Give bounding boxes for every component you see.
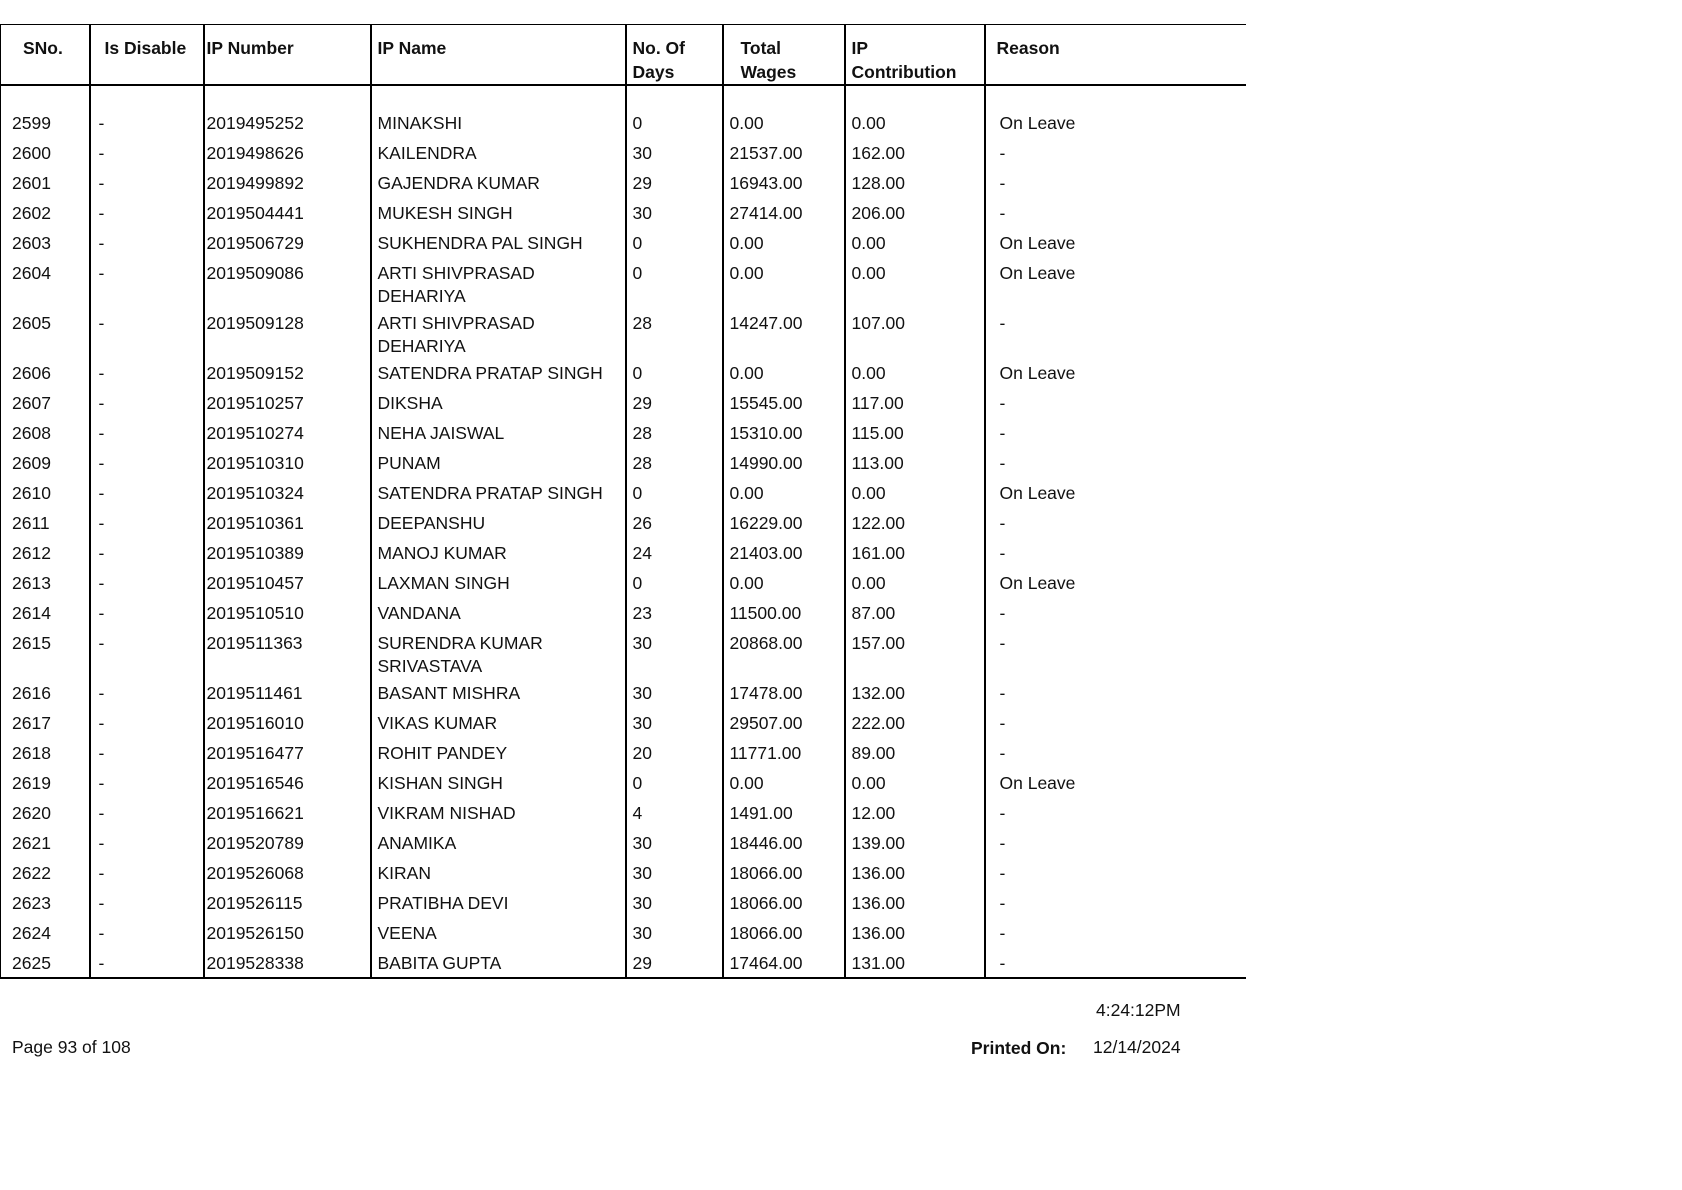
cell-ip-contribution: 12.00: [845, 798, 985, 828]
cell-reason: -: [985, 738, 1246, 768]
cell-sno: 2620: [1, 798, 90, 828]
cell-is-disable: -: [90, 598, 204, 628]
cell-ip-number: 2019498626: [204, 138, 371, 168]
cell-reason: -: [985, 798, 1246, 828]
cell-ip-name: DIKSHA: [371, 388, 626, 418]
cell-ip-name: KIRAN: [371, 858, 626, 888]
cell-ip-number: 2019509086: [204, 258, 371, 308]
cell-ip-name: ROHIT PANDEY: [371, 738, 626, 768]
cell-no-of-days: 0: [626, 358, 723, 388]
cell-reason: On Leave: [985, 228, 1246, 258]
cell-ip-number: 2019510457: [204, 568, 371, 598]
cell-is-disable: -: [90, 568, 204, 598]
cell-ip-contribution: 161.00: [845, 538, 985, 568]
table-row: [1, 308, 1246, 358]
cell-ip-contribution: 87.00: [845, 598, 985, 628]
cell-is-disable: -: [90, 108, 204, 138]
cell-is-disable: -: [90, 678, 204, 708]
cell-is-disable: -: [90, 258, 204, 308]
cell-ip-contribution: 113.00: [845, 448, 985, 478]
cell-ip-number: 2019510274: [204, 418, 371, 448]
cell-ip-name: LAXMAN SINGH: [371, 568, 626, 598]
cell-is-disable: -: [90, 948, 204, 978]
cell-reason: -: [985, 598, 1246, 628]
cell-total-wages: 0.00: [723, 768, 845, 798]
cell-reason: -: [985, 918, 1246, 948]
cell-ip-number: 2019510361: [204, 508, 371, 538]
header-is-disable: Is Disable: [90, 25, 204, 86]
cell-sno: 2618: [1, 738, 90, 768]
cell-ip-contribution: 0.00: [845, 768, 985, 798]
cell-reason: On Leave: [985, 768, 1246, 798]
cell-is-disable: -: [90, 828, 204, 858]
cell-ip-number: 2019520789: [204, 828, 371, 858]
cell-total-wages: 29507.00: [723, 708, 845, 738]
cell-sno: 2604: [1, 258, 90, 308]
cell-total-wages: 21537.00: [723, 138, 845, 168]
table-row: [1, 168, 1246, 198]
cell-sno: 2601: [1, 168, 90, 198]
cell-no-of-days: 0: [626, 568, 723, 598]
table-row: [1, 388, 1246, 418]
cell-ip-contribution: 107.00: [845, 308, 985, 358]
table-row: [1, 478, 1246, 508]
cell-total-wages: 16229.00: [723, 508, 845, 538]
cell-total-wages: 11771.00: [723, 738, 845, 768]
cell-sno: 2609: [1, 448, 90, 478]
cell-total-wages: 21403.00: [723, 538, 845, 568]
table-row: [1, 768, 1246, 798]
cell-sno: 2612: [1, 538, 90, 568]
cell-ip-number: 2019509152: [204, 358, 371, 388]
cell-sno: 2599: [1, 108, 90, 138]
cell-ip-number: 2019526068: [204, 858, 371, 888]
cell-total-wages: 17464.00: [723, 948, 845, 978]
header-ip-name: IP Name: [371, 25, 626, 86]
cell-ip-contribution: 131.00: [845, 948, 985, 978]
cell-reason: -: [985, 538, 1246, 568]
cell-ip-contribution: 0.00: [845, 568, 985, 598]
cell-is-disable: -: [90, 628, 204, 678]
cell-no-of-days: 0: [626, 768, 723, 798]
cell-reason: -: [985, 198, 1246, 228]
cell-ip-name: BASANT MISHRA: [371, 678, 626, 708]
cell-no-of-days: 23: [626, 598, 723, 628]
cell-total-wages: 15310.00: [723, 418, 845, 448]
cell-no-of-days: 28: [626, 308, 723, 358]
cell-total-wages: 16943.00: [723, 168, 845, 198]
cell-ip-name: NEHA JAISWAL: [371, 418, 626, 448]
table-row: [1, 358, 1246, 388]
cell-reason: -: [985, 168, 1246, 198]
table-row: [1, 198, 1246, 228]
header-row: [1, 25, 1246, 86]
cell-no-of-days: 29: [626, 168, 723, 198]
cell-ip-name: ARTI SHIVPRASAD DEHARIYA: [371, 258, 626, 308]
header-total-wages: Total Wages: [723, 25, 845, 86]
cell-is-disable: -: [90, 858, 204, 888]
cell-ip-number: 2019526115: [204, 888, 371, 918]
cell-total-wages: 15545.00: [723, 388, 845, 418]
printed-on-date: 12/14/2024: [1093, 1037, 1181, 1057]
table-row: [1, 418, 1246, 448]
table-row: [1, 858, 1246, 888]
cell-ip-contribution: 222.00: [845, 708, 985, 738]
cell-is-disable: -: [90, 708, 204, 738]
cell-ip-number: 2019516477: [204, 738, 371, 768]
cell-ip-name: GAJENDRA KUMAR: [371, 168, 626, 198]
cell-total-wages: 14990.00: [723, 448, 845, 478]
cell-ip-contribution: 157.00: [845, 628, 985, 678]
table-row: [1, 138, 1246, 168]
cell-sno: 2611: [1, 508, 90, 538]
cell-is-disable: -: [90, 738, 204, 768]
cell-no-of-days: 24: [626, 538, 723, 568]
header-reason: Reason: [985, 25, 1246, 86]
cell-reason: -: [985, 948, 1246, 978]
table-row: [1, 108, 1246, 138]
table-row: [1, 228, 1246, 258]
cell-total-wages: 18066.00: [723, 858, 845, 888]
cell-no-of-days: 30: [626, 828, 723, 858]
cell-ip-number: 2019495252: [204, 108, 371, 138]
table-row: [1, 948, 1246, 978]
table-row: [1, 828, 1246, 858]
header-sno: SNo.: [1, 25, 90, 86]
cell-sno: 2625: [1, 948, 90, 978]
cell-no-of-days: 26: [626, 508, 723, 538]
table-row: [1, 628, 1246, 678]
cell-sno: 2623: [1, 888, 90, 918]
cell-reason: -: [985, 678, 1246, 708]
table-spacer-row: [1, 85, 1246, 108]
cell-ip-number: 2019511461: [204, 678, 371, 708]
cell-sno: 2608: [1, 418, 90, 448]
table-header: [1, 25, 1246, 86]
cell-no-of-days: 4: [626, 798, 723, 828]
report-sheet: [0, 24, 1245, 979]
cell-no-of-days: 30: [626, 628, 723, 678]
cell-no-of-days: 29: [626, 948, 723, 978]
cell-is-disable: -: [90, 228, 204, 258]
cell-total-wages: 27414.00: [723, 198, 845, 228]
cell-ip-contribution: 115.00: [845, 418, 985, 448]
cell-total-wages: 17478.00: [723, 678, 845, 708]
cell-ip-contribution: 136.00: [845, 888, 985, 918]
cell-sno: 2610: [1, 478, 90, 508]
cell-is-disable: -: [90, 418, 204, 448]
cell-ip-name: PUNAM: [371, 448, 626, 478]
cell-sno: 2617: [1, 708, 90, 738]
cell-reason: -: [985, 858, 1246, 888]
cell-is-disable: -: [90, 168, 204, 198]
cell-total-wages: 0.00: [723, 568, 845, 598]
cell-ip-contribution: 139.00: [845, 828, 985, 858]
cell-ip-number: 2019499892: [204, 168, 371, 198]
cell-ip-contribution: 136.00: [845, 918, 985, 948]
cell-total-wages: 18446.00: [723, 828, 845, 858]
cell-ip-name: VIKRAM NISHAD: [371, 798, 626, 828]
cell-total-wages: 18066.00: [723, 918, 845, 948]
cell-sno: 2624: [1, 918, 90, 948]
cell-is-disable: -: [90, 768, 204, 798]
cell-is-disable: -: [90, 478, 204, 508]
cell-no-of-days: 30: [626, 888, 723, 918]
cell-ip-contribution: 0.00: [845, 358, 985, 388]
cell-ip-name: SATENDRA PRATAP SINGH: [371, 358, 626, 388]
cell-total-wages: 0.00: [723, 258, 845, 308]
cell-total-wages: 11500.00: [723, 598, 845, 628]
cell-ip-name: MANOJ KUMAR: [371, 538, 626, 568]
cell-ip-number: 2019509128: [204, 308, 371, 358]
cell-is-disable: -: [90, 198, 204, 228]
cell-ip-number: 2019510389: [204, 538, 371, 568]
cell-no-of-days: 29: [626, 388, 723, 418]
header-ip-number: IP Number: [204, 25, 371, 86]
cell-ip-name: SATENDRA PRATAP SINGH: [371, 478, 626, 508]
cell-no-of-days: 28: [626, 418, 723, 448]
cell-sno: 2613: [1, 568, 90, 598]
header-ip-contribution: IP Contribution: [845, 25, 985, 86]
cell-ip-number: 2019510310: [204, 448, 371, 478]
cell-ip-number: 2019526150: [204, 918, 371, 948]
cell-reason: -: [985, 138, 1246, 168]
cell-ip-name: PRATIBHA DEVI: [371, 888, 626, 918]
cell-no-of-days: 0: [626, 258, 723, 308]
cell-ip-number: 2019516010: [204, 708, 371, 738]
cell-sno: 2603: [1, 228, 90, 258]
cell-reason: On Leave: [985, 568, 1246, 598]
cell-no-of-days: 0: [626, 478, 723, 508]
cell-ip-contribution: 206.00: [845, 198, 985, 228]
cell-is-disable: -: [90, 918, 204, 948]
table-row: [1, 678, 1246, 708]
cell-is-disable: -: [90, 308, 204, 358]
cell-ip-contribution: 0.00: [845, 228, 985, 258]
cell-reason: -: [985, 448, 1246, 478]
cell-sno: 2616: [1, 678, 90, 708]
table-row: [1, 508, 1246, 538]
table-row: [1, 538, 1246, 568]
cell-reason: -: [985, 388, 1246, 418]
cell-ip-number: 2019510257: [204, 388, 371, 418]
cell-reason: -: [985, 508, 1246, 538]
cell-is-disable: -: [90, 798, 204, 828]
cell-ip-name: MUKESH SINGH: [371, 198, 626, 228]
cell-ip-contribution: 132.00: [845, 678, 985, 708]
cell-ip-name: ANAMIKA: [371, 828, 626, 858]
table-row: [1, 448, 1246, 478]
cell-no-of-days: 30: [626, 138, 723, 168]
printed-on-label: Printed On:: [971, 1038, 1067, 1058]
header-no-of-days: No. Of Days: [626, 25, 723, 86]
cell-is-disable: -: [90, 888, 204, 918]
cell-ip-number: 2019516621: [204, 798, 371, 828]
cell-ip-number: 2019510324: [204, 478, 371, 508]
table-body: [1, 85, 1246, 978]
cell-ip-name: KISHAN SINGH: [371, 768, 626, 798]
cell-sno: 2614: [1, 598, 90, 628]
cell-sno: 2619: [1, 768, 90, 798]
cell-no-of-days: 20: [626, 738, 723, 768]
cell-is-disable: -: [90, 508, 204, 538]
cell-ip-name: MINAKSHI: [371, 108, 626, 138]
page-number: Page 93 of 108: [12, 1037, 131, 1057]
table-row: [1, 918, 1246, 948]
cell-ip-contribution: 0.00: [845, 258, 985, 308]
cell-no-of-days: 30: [626, 918, 723, 948]
cell-sno: 2607: [1, 388, 90, 418]
cell-ip-name: VIKAS KUMAR: [371, 708, 626, 738]
cell-total-wages: 20868.00: [723, 628, 845, 678]
cell-ip-contribution: 128.00: [845, 168, 985, 198]
cell-ip-contribution: 0.00: [845, 478, 985, 508]
cell-sno: 2622: [1, 858, 90, 888]
cell-ip-name: VEENA: [371, 918, 626, 948]
cell-ip-name: BABITA GUPTA: [371, 948, 626, 978]
cell-reason: On Leave: [985, 478, 1246, 508]
cell-sno: 2605: [1, 308, 90, 358]
cell-ip-contribution: 136.00: [845, 858, 985, 888]
cell-total-wages: 1491.00: [723, 798, 845, 828]
cell-ip-name: SUKHENDRA PAL SINGH: [371, 228, 626, 258]
cell-no-of-days: 0: [626, 228, 723, 258]
cell-reason: -: [985, 628, 1246, 678]
cell-ip-contribution: 117.00: [845, 388, 985, 418]
cell-no-of-days: 0: [626, 108, 723, 138]
cell-ip-number: 2019510510: [204, 598, 371, 628]
printed-time: 4:24:12PM: [1096, 1000, 1181, 1020]
table-row: [1, 888, 1246, 918]
cell-ip-name: SURENDRA KUMAR SRIVASTAVA: [371, 628, 626, 678]
cell-ip-name: ARTI SHIVPRASAD DEHARIYA: [371, 308, 626, 358]
cell-total-wages: 0.00: [723, 358, 845, 388]
cell-ip-contribution: 0.00: [845, 108, 985, 138]
cell-total-wages: 14247.00: [723, 308, 845, 358]
cell-no-of-days: 30: [626, 708, 723, 738]
contribution-table: [0, 24, 1246, 979]
cell-is-disable: -: [90, 448, 204, 478]
cell-is-disable: -: [90, 538, 204, 568]
cell-no-of-days: 30: [626, 858, 723, 888]
cell-reason: On Leave: [985, 358, 1246, 388]
cell-sno: 2621: [1, 828, 90, 858]
table-row: [1, 598, 1246, 628]
cell-total-wages: 18066.00: [723, 888, 845, 918]
cell-total-wages: 0.00: [723, 478, 845, 508]
cell-sno: 2600: [1, 138, 90, 168]
cell-ip-name: DEEPANSHU: [371, 508, 626, 538]
cell-reason: On Leave: [985, 258, 1246, 308]
cell-reason: -: [985, 708, 1246, 738]
cell-ip-number: 2019504441: [204, 198, 371, 228]
cell-ip-number: 2019528338: [204, 948, 371, 978]
cell-total-wages: 0.00: [723, 228, 845, 258]
table-row: [1, 738, 1246, 768]
cell-ip-contribution: 122.00: [845, 508, 985, 538]
cell-ip-number: 2019516546: [204, 768, 371, 798]
cell-is-disable: -: [90, 388, 204, 418]
cell-is-disable: -: [90, 358, 204, 388]
table-row: [1, 798, 1246, 828]
cell-reason: On Leave: [985, 108, 1246, 138]
cell-ip-contribution: 162.00: [845, 138, 985, 168]
cell-reason: -: [985, 888, 1246, 918]
cell-reason: -: [985, 828, 1246, 858]
cell-sno: 2602: [1, 198, 90, 228]
cell-ip-contribution: 89.00: [845, 738, 985, 768]
cell-ip-name: KAILENDRA: [371, 138, 626, 168]
cell-ip-number: 2019506729: [204, 228, 371, 258]
cell-no-of-days: 28: [626, 448, 723, 478]
cell-sno: 2606: [1, 358, 90, 388]
cell-ip-number: 2019511363: [204, 628, 371, 678]
cell-total-wages: 0.00: [723, 108, 845, 138]
cell-is-disable: -: [90, 138, 204, 168]
cell-sno: 2615: [1, 628, 90, 678]
table-row: [1, 708, 1246, 738]
cell-ip-name: VANDANA: [371, 598, 626, 628]
cell-reason: -: [985, 418, 1246, 448]
cell-no-of-days: 30: [626, 678, 723, 708]
cell-no-of-days: 30: [626, 198, 723, 228]
cell-reason: -: [985, 308, 1246, 358]
table-row: [1, 258, 1246, 308]
table-row: [1, 568, 1246, 598]
